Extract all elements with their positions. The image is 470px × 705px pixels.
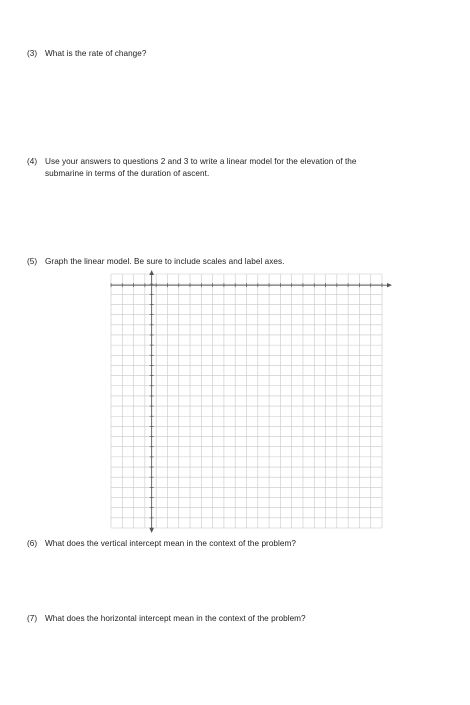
axes [111,270,392,533]
horizontal-axis-arrow-icon [387,283,392,287]
question-4 [27,156,447,179]
question-5 [27,256,447,268]
question-7-number: (7) [27,614,38,623]
question-6-text: What does the vertical intercept mean in the context of the problem? [45,539,296,548]
question-4-continuation: submarine in terms of the duration of ascent. [45,168,210,178]
question-5-number: (5) [27,257,38,266]
question-3-text: What is the rate of change? [45,49,147,58]
question-3-number: (3) [27,49,38,58]
question-7-text: What does the horizontal intercept mean in the context of the problem? [45,614,306,623]
question-5-text: Graph the linear model. Be sure to include scales and label axes. [45,257,285,266]
question-6 [27,538,447,550]
vertical-axis-arrow-down-icon [149,528,153,533]
question-4-number: (4) [27,157,38,166]
vertical-axis-arrow-icon [149,270,153,275]
question-4-text: Use your answers to questions 2 and 3 to write a linear model for the elevation of the [45,157,357,166]
question-6-number: (6) [27,539,38,548]
question-3 [27,48,447,60]
grid-lines [111,274,382,528]
question-7 [27,613,447,625]
